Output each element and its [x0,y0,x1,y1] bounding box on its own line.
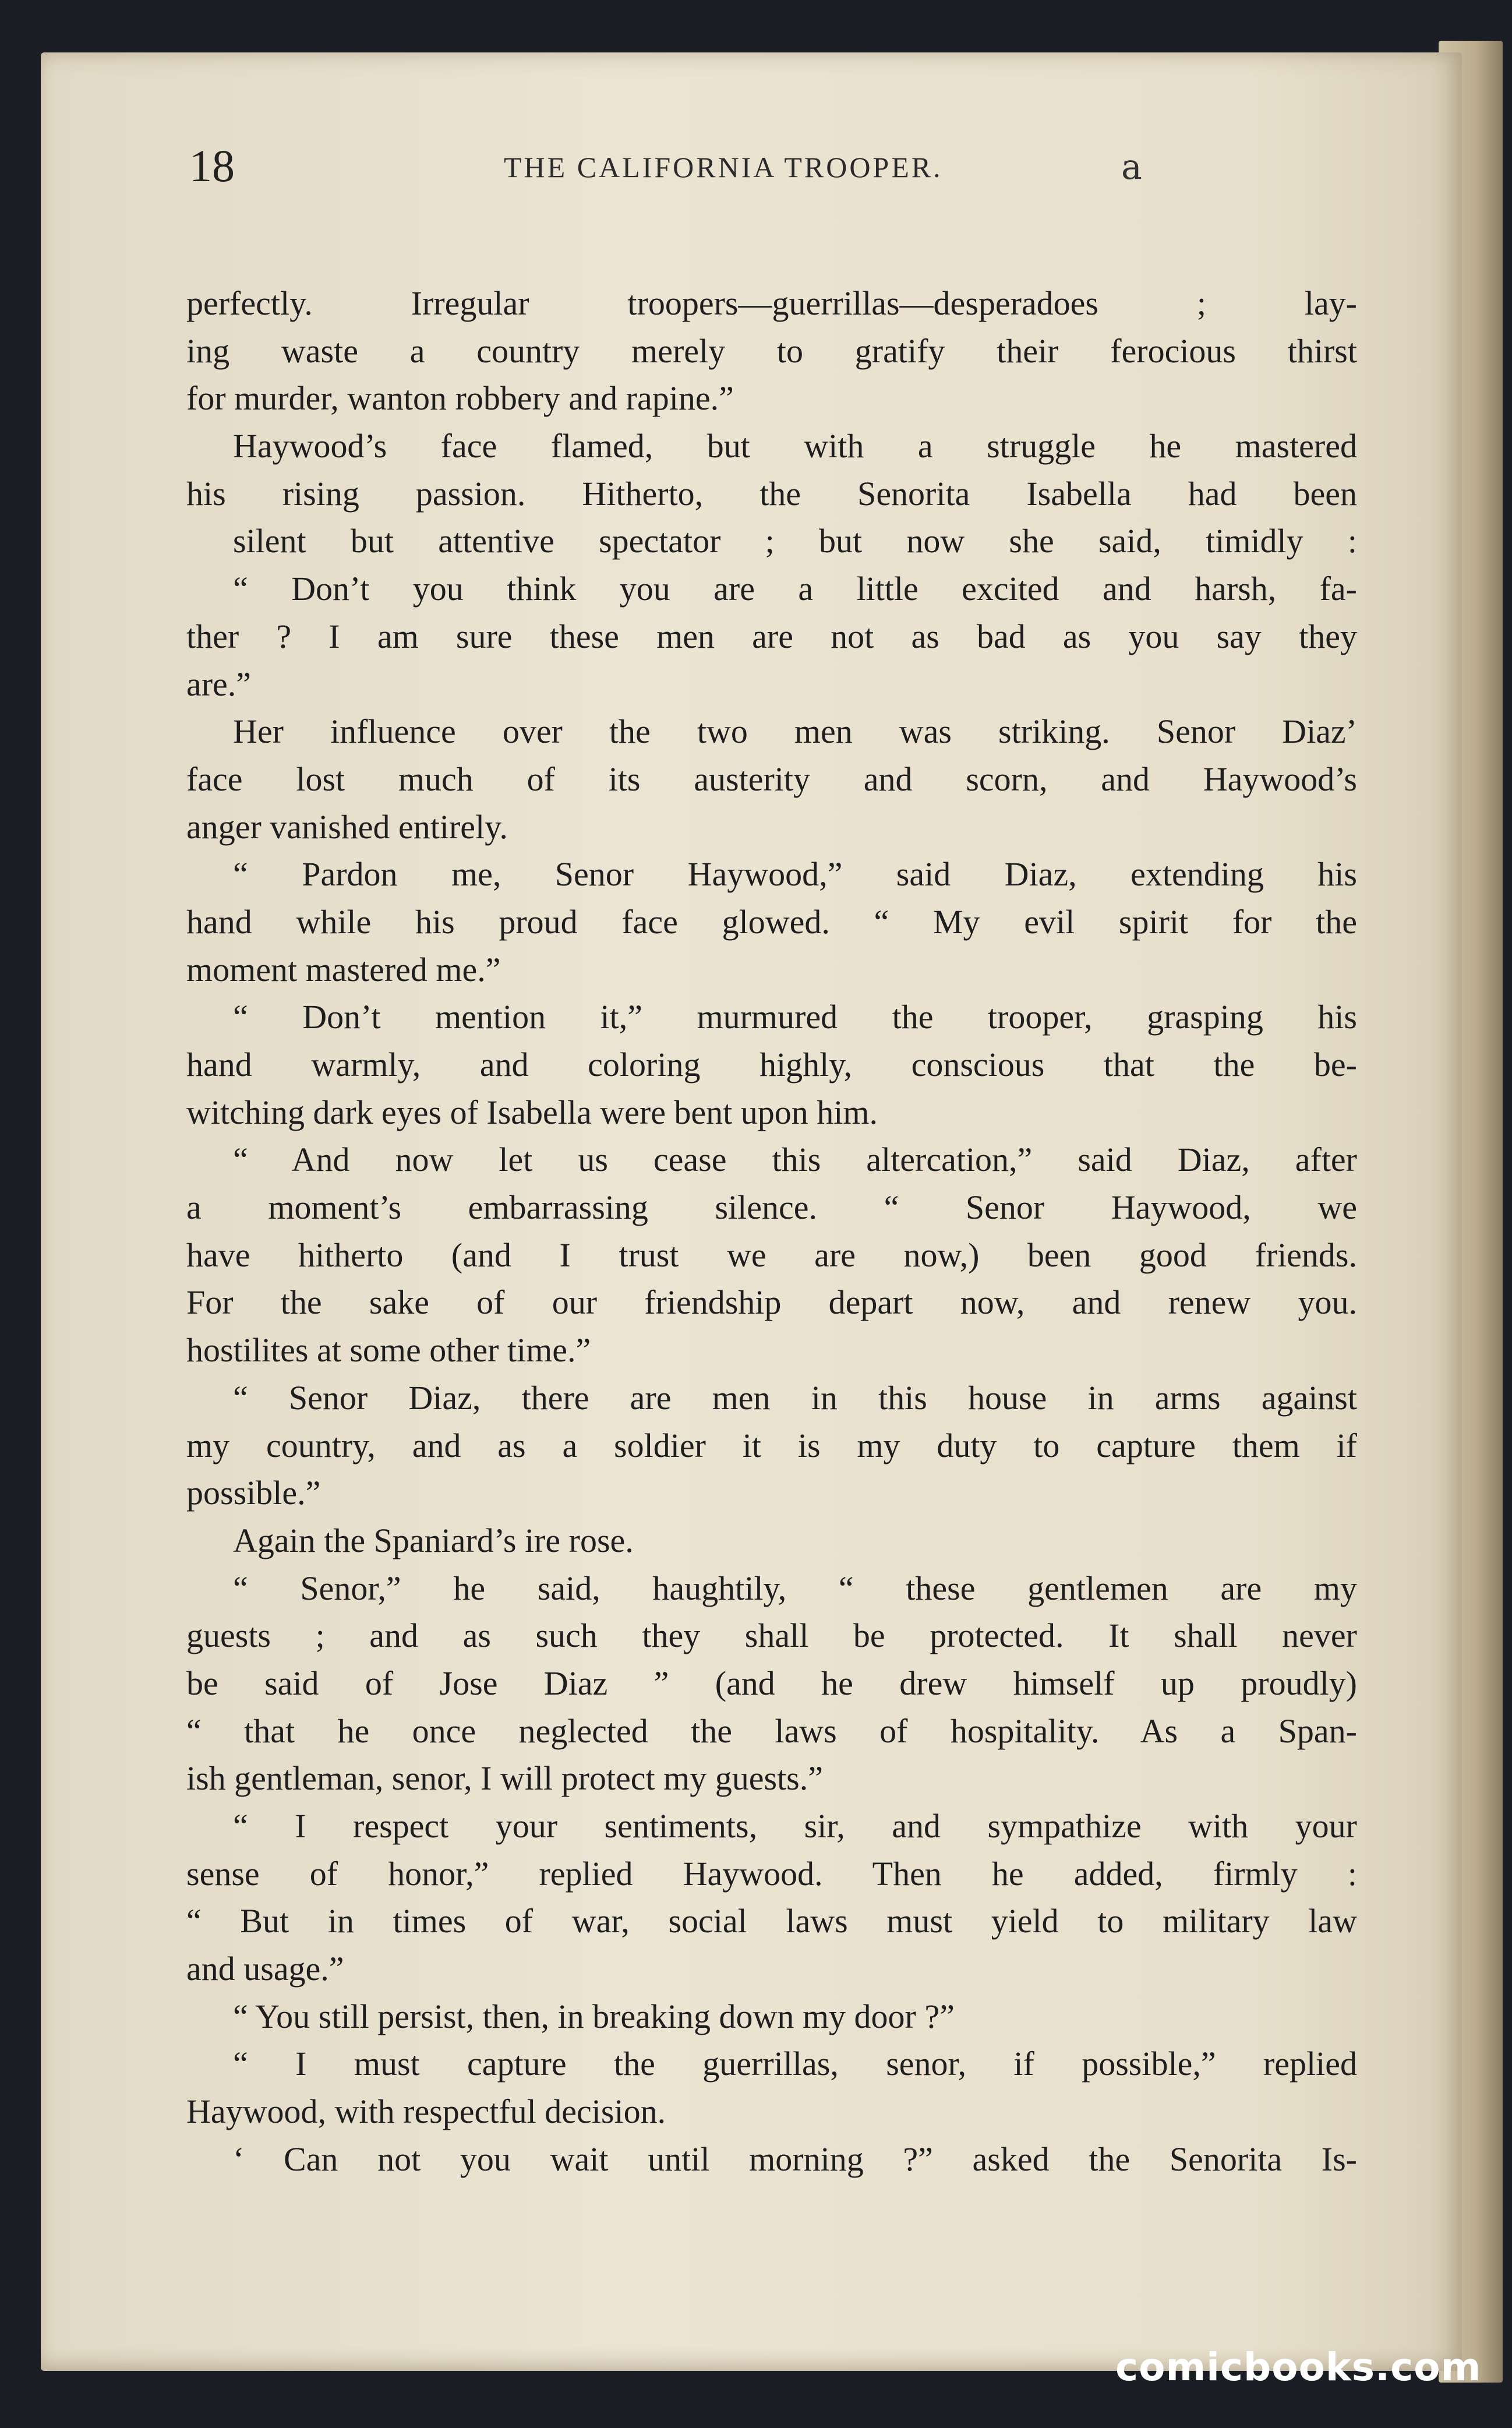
text-line: hostilites at some other time.” [186,1331,591,1370]
text-line: “ Don’t mention it,” murmured the trooper, grasping his [233,998,1357,1036]
text-line: ing waste a country merely to gratify their ferocious thirst [186,331,1357,370]
page-header [41,140,1462,204]
text-line: have hitherto (and I trust we are now,) been good friends. [186,1236,1357,1274]
text-line: perfectly. Irregular troopers—guerrillas—desperadoes ; lay- [186,284,1357,322]
text-line: “ You still persist, then, in breaking down my door ?” [233,1997,955,2035]
text-line: “ But in times of war, social laws must yield to military law [186,1902,1357,1940]
text-line: and usage.” [186,1950,344,1988]
text-line: for murder, wanton robbery and rapine.” [186,379,734,418]
text-line: “ I respect your sentiments, sir, and sympathize with your [233,1807,1357,1845]
text-line: For the sake of our friendship depart now, and renew you. [186,1283,1357,1322]
text-line: his rising passion. Hitherto, the Senorita Isabella had been [186,474,1357,513]
watermark: comicbooks.com [1115,2345,1482,2390]
text-line: silent but attentive spectator ; but now she said, timidly : [233,522,1357,560]
text-line: ‘ Can not you wait until morning ?” asked the Senorita Is- [233,2140,1357,2178]
header-mark: a [1121,147,1142,188]
running-head: THE CALIFORNIA TROOPER. [504,151,943,183]
text-line: ish gentleman, senor, I will protect my guests.” [186,1759,823,1798]
text-line: face lost much of its austerity and scorn, and Haywood’s [186,760,1357,798]
text-line: “ Don’t you think you are a little excited and harsh, fa- [233,570,1357,608]
text-line: sense of honor,” replied Haywood. Then he added, firmly : [186,1854,1357,1893]
text-line: are.” [186,665,252,703]
book-page [41,52,1462,2371]
text-line: “ Senor,” he said, haughtily, “ these gentlemen are my [233,1569,1357,1607]
body-text [186,280,1357,2183]
text-line: a moment’s embarrassing silence. “ Senor Haywood, we [186,1188,1357,1227]
text-line: hand warmly, and coloring highly, conscious that the be- [186,1046,1357,1084]
text-line: anger vanished entirely. [186,807,508,846]
text-line: Again the Spaniard’s ire rose. [233,1521,634,1559]
text-line: moment mastered me.” [186,950,501,989]
text-line: possible.” [186,1474,321,1512]
text-line: “ that he once neglected the laws of hospitality. As a Span- [186,1711,1357,1750]
text-line: “ Senor Diaz, there are men in this house in arms against [233,1378,1357,1417]
text-line: Her influence over the two men was striking. Senor Diaz’ [233,712,1357,751]
page-number: 18 [189,140,235,191]
text-line: witching dark eyes of Isabella were bent upon him. [186,1093,878,1131]
text-line: “ And now let us cease this altercation,” said Diaz, after [233,1141,1357,1179]
text-line: Haywood, with respectful decision. [186,2092,666,2131]
text-line: guests ; and as such they shall be protected. It shall never [186,1617,1357,1655]
text-line: my country, and as a soldier it is my duty to capture them if [186,1426,1357,1464]
text-line: “ Pardon me, Senor Haywood,” said Diaz, extending his [233,855,1357,894]
text-line: “ I must capture the guerrillas, senor, if possible,” replied [233,2045,1357,2083]
text-line: be said of Jose Diaz ” (and he drew himself up proudly) [186,1664,1357,1702]
text-line: ther ? I am sure these men are not as bad as you say they [186,617,1357,655]
text-line: hand while his proud face glowed. “ My evil spirit for the [186,902,1357,941]
text-line: Haywood’s face flamed, but with a struggle he mastered [233,427,1357,465]
